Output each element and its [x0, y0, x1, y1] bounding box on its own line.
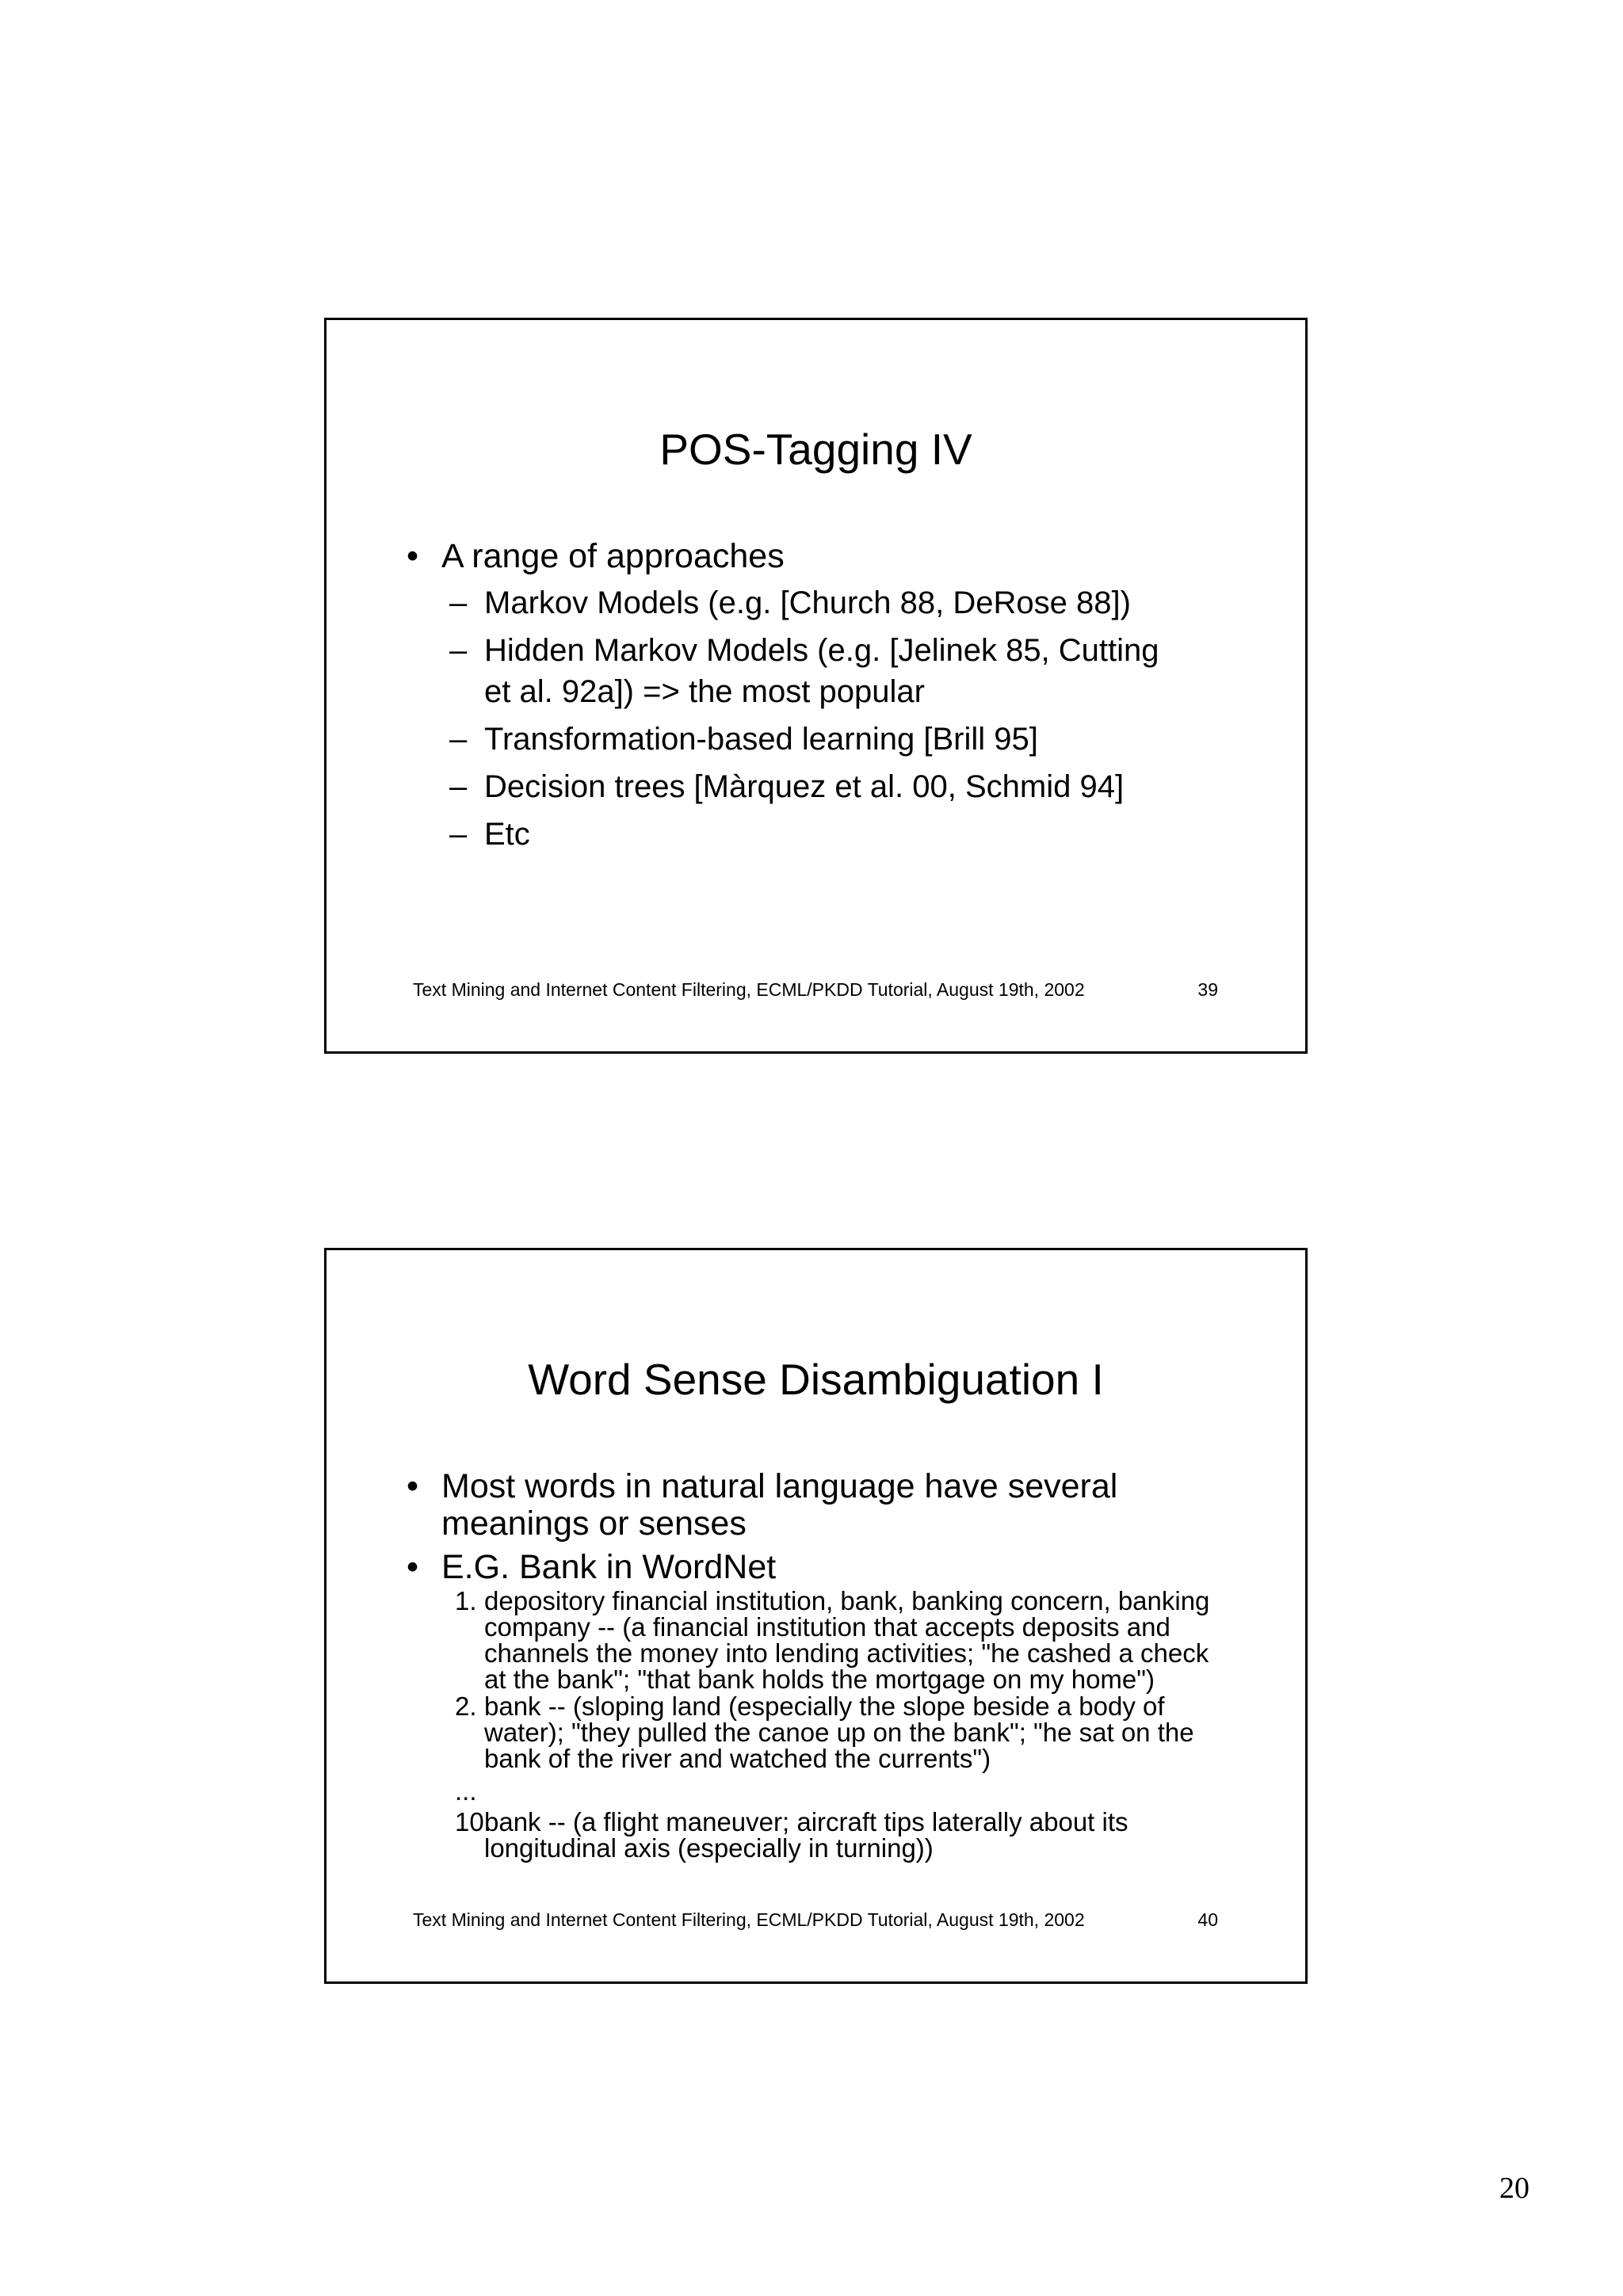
sub-item-text: Hidden Markov Models (e.g. [Jelinek 85, Cutting et al. 92a]) => the most popular	[484, 633, 1159, 709]
sub-item	[407, 582, 1262, 624]
sub-item	[407, 630, 1166, 712]
sense-number: 2.	[455, 1691, 477, 1721]
slide-number: 39	[1197, 979, 1218, 1000]
sub-item-text: Transformation-based learning [Brill 95]	[484, 722, 1038, 757]
sub-item-text: Etc	[484, 817, 530, 852]
sense-text: depository financial institution, bank, banking concern, banking company -- (a financial institution that accepts deposits and channels the money into lending activities; "he cashed a check at the bank"; "that bank holds the mortgage on my home")	[484, 1586, 1210, 1694]
slide-39	[324, 318, 1308, 1054]
dash-marker: –	[449, 585, 468, 620]
slide-content	[407, 538, 1262, 855]
bullet-marker: •	[407, 537, 419, 575]
sub-item	[407, 766, 1262, 807]
slide-footer: Text Mining and Internet Content Filtering, ECML/PKDD Tutorial, August 19th, 2002	[413, 1909, 1085, 1930]
sub-item	[407, 719, 1262, 760]
slide-title: Word Sense Disambiguation I	[528, 1355, 1104, 1404]
sense-item	[407, 1809, 1213, 1861]
dash-marker: –	[449, 769, 468, 804]
sense-number: 1.	[455, 1586, 477, 1615]
slide-title: POS-Tagging IV	[659, 425, 972, 474]
slide-footer: Text Mining and Internet Content Filtering, ECML/PKDD Tutorial, August 19th, 2002	[413, 979, 1085, 1000]
ellipsis: ...	[455, 1776, 477, 1806]
bullet-text: Most words in natural language have several meanings or senses	[441, 1467, 1118, 1543]
slide-40	[324, 1248, 1308, 1984]
sense-item	[407, 1693, 1213, 1772]
sense-text: bank -- (sloping land (especially the slope beside a body of water); "they pulled the canoe up on the bank"; "he sat on the bank of the river and watched the currents")	[484, 1691, 1194, 1773]
sub-item-text: Decision trees [Màrquez et al. 00, Schmid 94]	[484, 769, 1125, 804]
bullet-text: E.G. Bank in WordNet	[441, 1548, 777, 1586]
dash-marker: –	[449, 817, 468, 852]
dash-marker: –	[449, 722, 468, 757]
bullet-marker: •	[407, 1548, 419, 1586]
bullet-item	[407, 538, 1262, 575]
slide-content	[407, 1468, 1262, 1861]
dash-marker: –	[449, 633, 468, 668]
sense-item	[407, 1588, 1213, 1692]
bullet-text: A range of approaches	[441, 537, 785, 575]
page-number: 20	[1499, 2172, 1529, 2205]
bullet-item	[407, 1468, 1123, 1543]
slide-number: 40	[1197, 1909, 1218, 1930]
bullet-marker: •	[407, 1467, 419, 1505]
bullet-item	[407, 1549, 1262, 1586]
sense-number: 10.	[455, 1807, 491, 1836]
sense-text: bank -- (a flight maneuver; aircraft tips laterally about its longitudinal axis (especially in turning))	[484, 1807, 1128, 1863]
sub-item	[407, 814, 1262, 855]
sub-item-text: Markov Models (e.g. [Church 88, DeRose 88])	[484, 585, 1131, 620]
